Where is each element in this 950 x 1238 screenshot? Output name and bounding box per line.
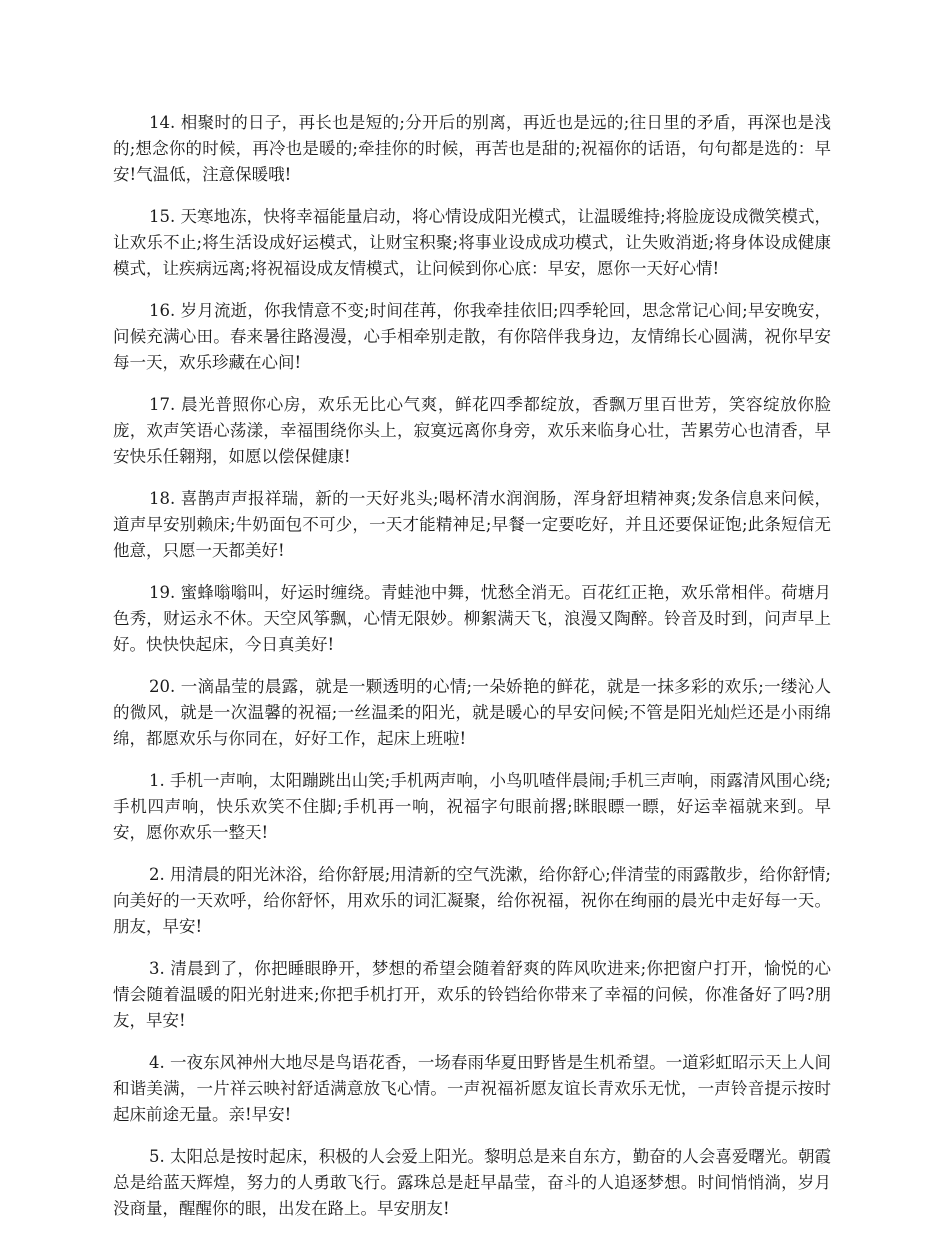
paragraph-14: 14. 相聚时的日子，再长也是短的;分开后的别离，再近也是远的;往日里的矛盾，再深也是浅的;想念你的时候，再冷也是暖的;牵挂你的时候，再苦也是甜的;祝福你的话语，句句都是选的：早安!气温低，注意保暖哦! xyxy=(113,113,831,184)
paragraph-3: 3. 清晨到了，你把睡眼睁开，梦想的希望会随着舒爽的阵风吹进来;你把窗户打开，愉悦的心情会随着温暖的阳光射进来;你把手机打开，欢乐的铃铛给你带来了幸福的问候，你准备好了吗?朋友，早安! xyxy=(113,959,831,1030)
paragraph-18: 18. 喜鹊声声报祥瑞，新的一天好兆头;喝杯清水润润肠，浑身舒坦精神爽;发条信息来问候，道声早安别赖床;牛奶面包不可少，一天才能精神足;早餐一定要吃好，并且还要保证饱;此条短信无他意，只愿一天都美好! xyxy=(113,489,831,560)
paragraph-5: 5. 太阳总是按时起床，积极的人会爱上阳光。黎明总是来自东方，勤奋的人会喜爱曙光。朝霞总是给蓝天辉煌，努力的人勇敢飞行。露珠总是赶早晶莹，奋斗的人追逐梦想。时间悄悄淌，岁月没商量，醒醒你的眼，出发在路上。早安朋友! xyxy=(113,1147,831,1218)
paragraph-16: 16. 岁月流逝，你我情意不变;时间荏苒，你我牵挂依旧;四季轮回，思念常记心间;早安晚安，问候充满心田。春来暑往路漫漫，心手相牵别走散，有你陪伴我身边，友情绵长心圆满，祝你早安每一天，欢乐珍藏在心间! xyxy=(113,301,831,372)
paragraph-2: 2. 用清晨的阳光沐浴，给你舒展;用清新的空气洗漱，给你舒心;伴清莹的雨露散步，给你舒情;向美好的一天欢呼，给你舒怀，用欢乐的词汇凝聚，给你祝福，祝你在绚丽的晨光中走好每一天。朋友，早安! xyxy=(113,865,831,936)
paragraph-15: 15. 天寒地冻，快将幸福能量启动，将心情设成阳光模式，让温暖维持;将脸庞设成微笑模式，让欢乐不止;将生活设成好运模式，让财宝积聚;将事业设成成功模式，让失败消逝;将身体设成健康模式，让疾病远离;将祝福设成友情模式，让问候到你心底：早安，愿你一天好心情! xyxy=(113,207,831,278)
paragraph-20: 20. 一滴晶莹的晨露，就是一颗透明的心情;一朵娇艳的鲜花，就是一抹多彩的欢乐;一缕沁人的微风，就是一次温馨的祝福;一丝温柔的阳光，就是暖心的早安问候;不管是阳光灿烂还是小雨绵绵，都愿欢乐与你同在，好好工作，起床上班啦! xyxy=(113,677,831,748)
paragraph-1: 1. 手机一声响，太阳蹦跳出山笑;手机两声响，小鸟叽喳伴晨闹;手机三声响，雨露清风围心绕;手机四声响，快乐欢笑不住脚;手机再一响，祝福字句眼前撂;眯眼瞟一瞟，好运幸福就来到。早安，愿你欢乐一整天! xyxy=(113,771,831,842)
paragraph-4: 4. 一夜东风神州大地尽是鸟语花香，一场春雨华夏田野皆是生机希望。一道彩虹昭示天上人间和谐美满，一片祥云映衬舒适满意放飞心情。一声祝福祈愿友谊长青欢乐无忧，一声铃音提示按时起床前途无量。亲!早安! xyxy=(113,1053,831,1124)
paragraph-19: 19. 蜜蜂嗡嗡叫，好运时缠绕。青蛙池中舞，忧愁全消无。百花红正艳，欢乐常相伴。荷塘月色秀，财运永不休。天空风筝飘，心情无限妙。柳絮满天飞，浪漫又陶醉。铃音及时到，问声早上好。快快快起床，今日真美好! xyxy=(113,583,831,654)
paragraph-17: 17. 晨光普照你心房，欢乐无比心气爽，鲜花四季都绽放，香飘万里百世芳，笑容绽放你脸庞，欢声笑语心荡漾，幸福围绕你头上，寂寞远离你身旁，欢乐来临身心壮，苦累劳心也清香，早安快乐任翱翔，如愿以偿保健康! xyxy=(113,395,831,466)
document-body xyxy=(113,110,831,1238)
